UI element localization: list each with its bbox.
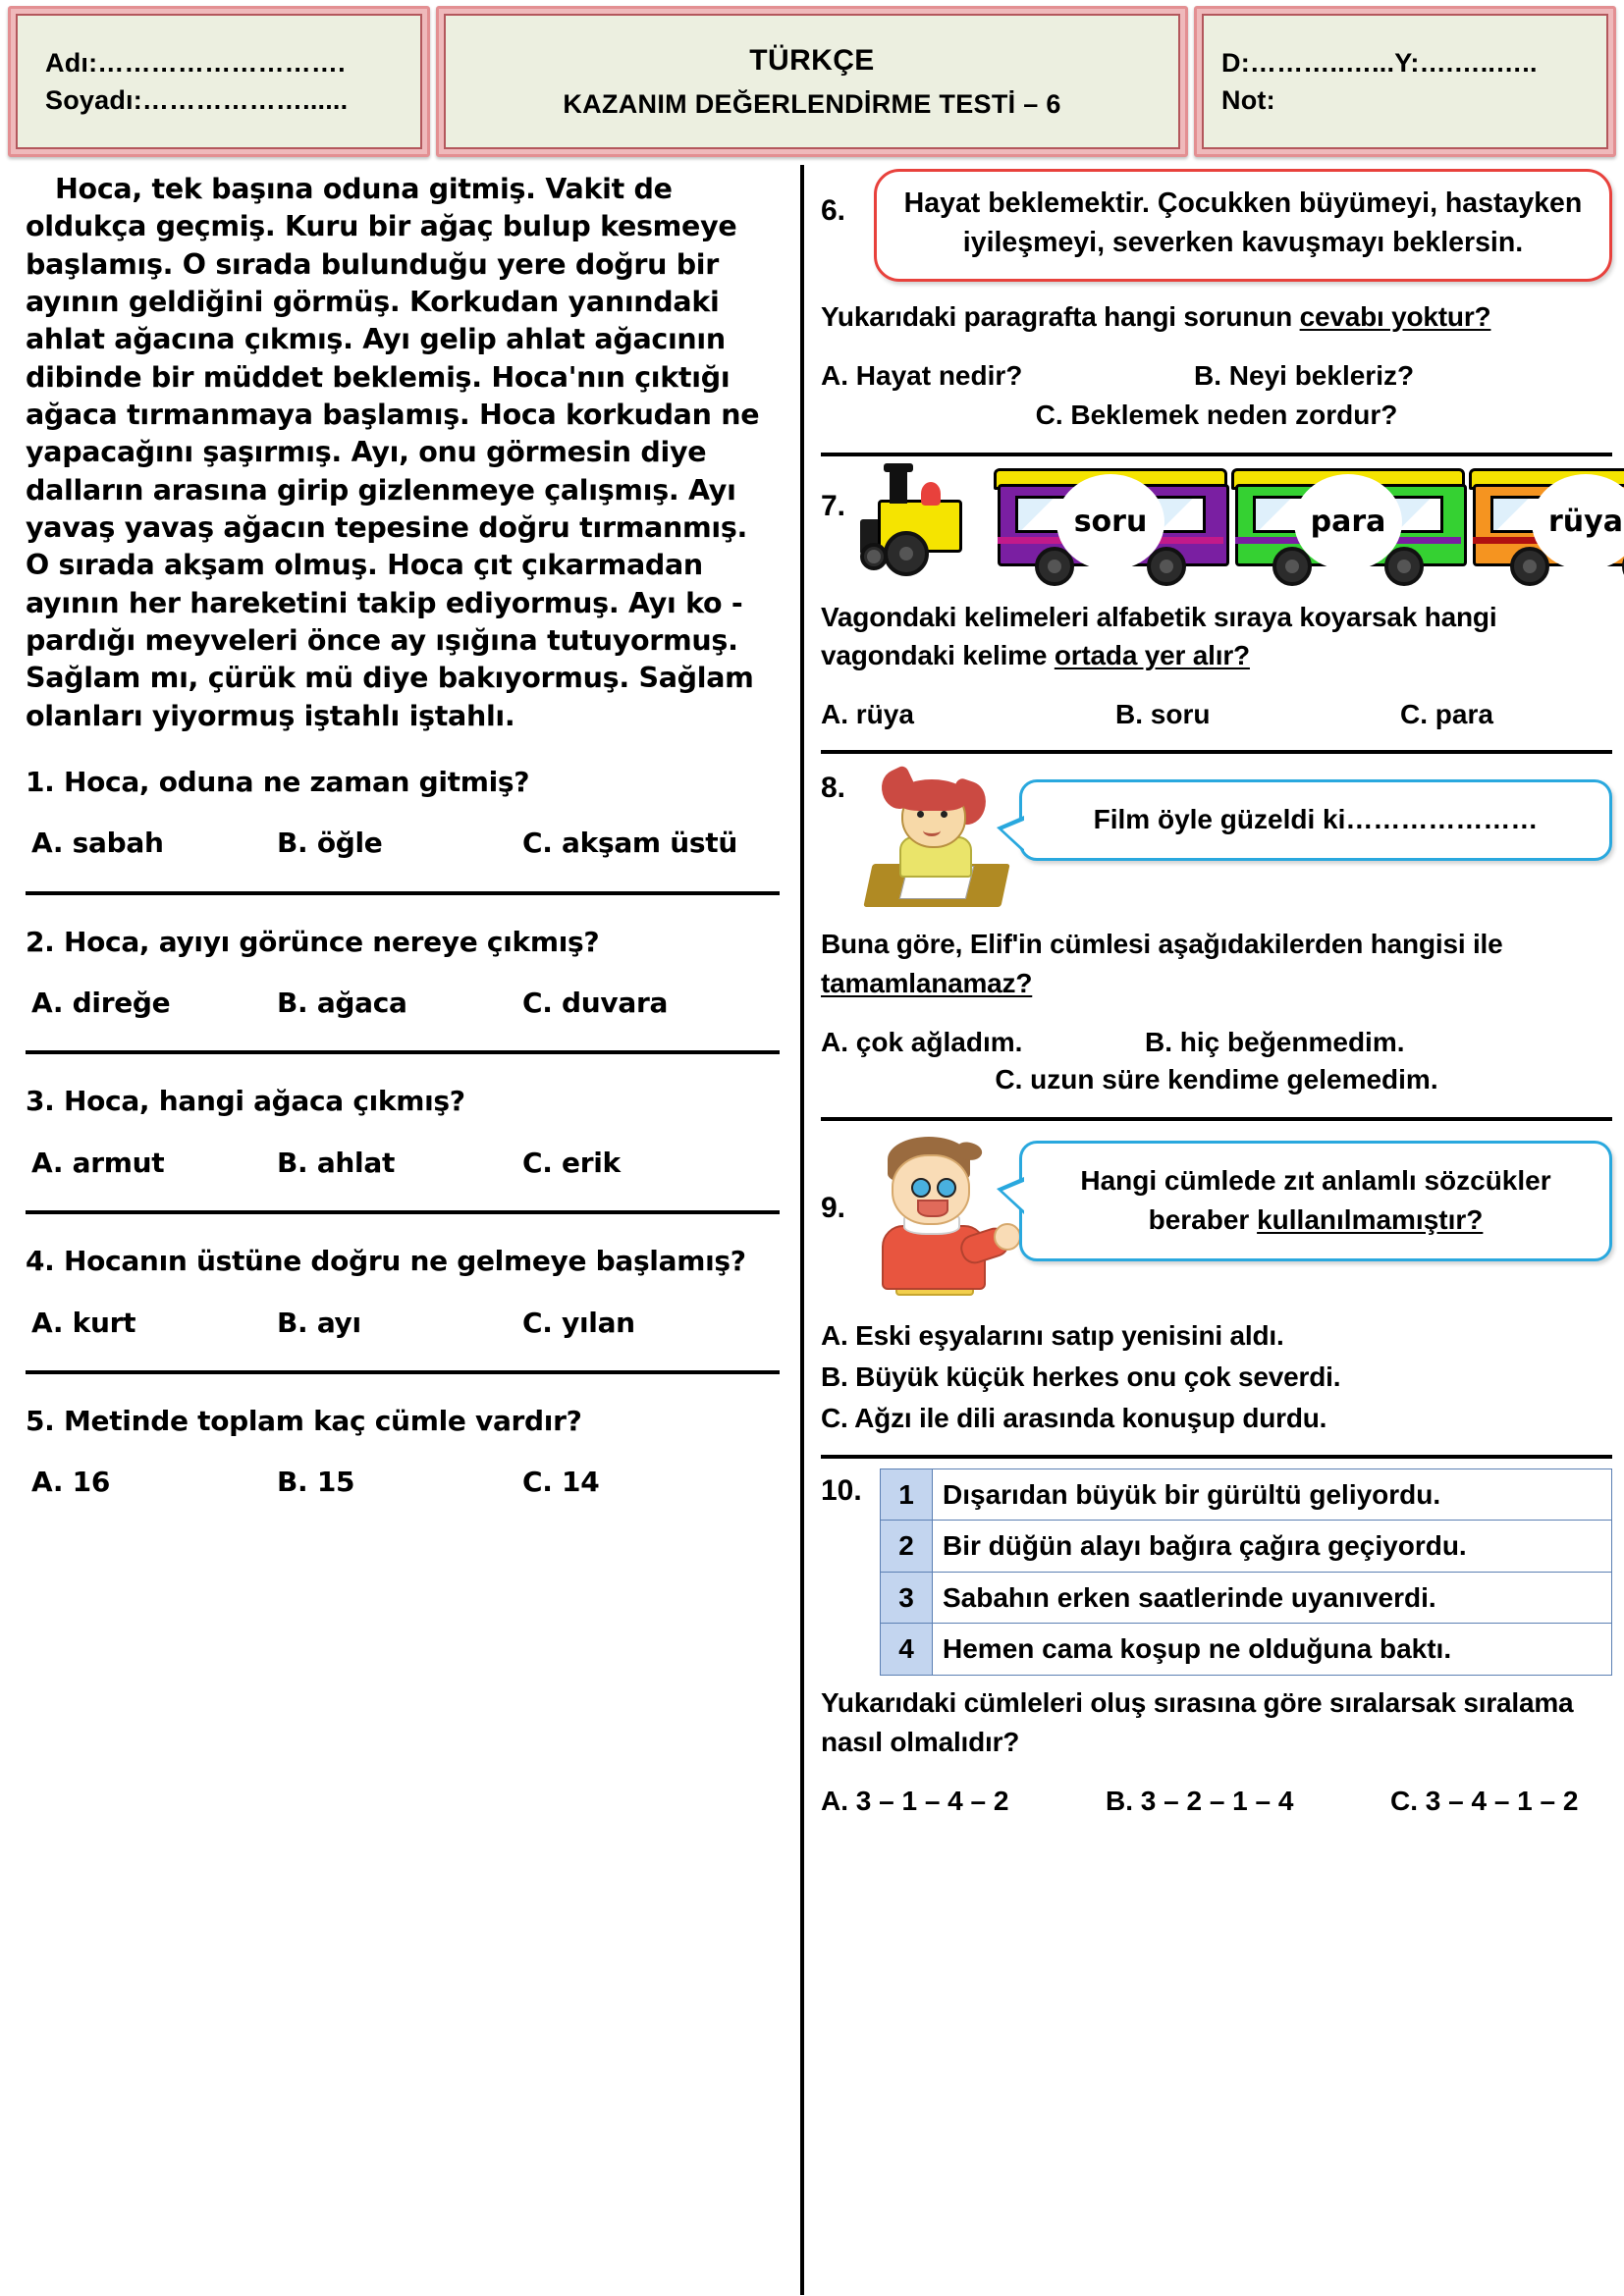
question-block-7 [821,456,1623,731]
question-9-number: 9. [821,1191,846,1224]
question-8-option-b[interactable]: B. hiç beğenmedim. [1145,1026,1405,1057]
reading-passage [26,157,780,735]
question-9-option-c[interactable]: C. Ağzı ile dili arasında konuşup durdu. [821,1402,1327,1433]
question-3-text: 3. Hoca, hangi ağaca çıkmış? [26,1085,465,1118]
question-3-option-c[interactable]: C. erik [522,1146,621,1179]
right-column [807,157,1624,1817]
question-6-option-b[interactable]: B. Neyi bekleriz? [1194,359,1415,391]
wagon-3-word: rüya [1532,474,1624,570]
worksheet-header [0,0,1624,157]
grade-label: Not: [1221,85,1275,115]
question-4-option-c[interactable]: C. yılan [522,1306,635,1339]
question-block-10 [821,1459,1612,1817]
question-2-option-b[interactable]: B. ağaca [277,987,407,1020]
student-name-label: Adı:………………………. [45,47,346,78]
locomotive-icon [860,476,988,582]
question-block-6 [821,157,1612,431]
question-10-option-b[interactable]: B. 3 – 2 – 1 – 4 [1106,1785,1294,1816]
row-3-number: 3 [881,1572,933,1624]
question-4-option-b[interactable]: B. ayı [277,1306,361,1339]
test-title: KAZANIM DEĞERLENDİRME TESTİ – 6 [563,88,1061,119]
question-5-option-b[interactable]: B. 15 [277,1466,355,1499]
question-10-number: 10. [821,1473,862,1507]
question-7-option-a[interactable]: A. rüya [821,699,914,730]
question-10-stem: Yukarıdaki cümleleri oluş sırasına göre sıralarsak sıralama nasıl olmalıdır? [821,1687,1574,1757]
question-8-number: 8. [821,772,846,805]
subject-title: TÜRKÇE [749,43,875,77]
wagon-1 [998,468,1223,584]
wagon-2 [1235,468,1461,584]
question-3-option-b[interactable]: B. ahlat [277,1146,396,1179]
question-7-number: 7. [821,489,846,522]
question-block-9 [821,1121,1612,1439]
question-1-option-b[interactable]: B. öğle [277,827,383,860]
student-surname-label: Soyadı:………………...... [45,85,349,115]
score-box [1194,6,1616,157]
question-2-text: 2. Hoca, ayıyı görünce nereye çıkmış? [26,925,600,958]
question-10-table [880,1468,1612,1676]
question-1-text: 1. Hoca, oduna ne zaman gitmiş? [26,765,530,798]
question-block-8 [821,754,1612,1095]
table-row [881,1521,1612,1573]
row-3-sentence: Sabahın erken saatlerinde uyanıverdi. [933,1572,1612,1624]
question-7-option-b[interactable]: B. soru [1115,699,1211,730]
question-5-option-c[interactable]: C. 14 [522,1466,600,1499]
row-1-number: 1 [881,1468,933,1521]
question-5-text: 5. Metinde toplam kaç cümle vardır? [26,1405,582,1438]
question-7-option-c[interactable]: C. para [1400,699,1493,730]
table-row [881,1624,1612,1676]
question-8-stem: Buna göre, Elif'in cümlesi aşağıdakilerden hangisi ile [821,929,1503,960]
question-block-4 [26,1214,780,1370]
question-10-option-c[interactable]: C. 3 – 4 – 1 – 2 [1390,1785,1579,1816]
question-6-stem-underlined: cevabı yoktur? [1299,300,1491,332]
question-1-option-a[interactable]: A. sabah [31,827,164,860]
boy-pointing-icon [866,1133,1013,1290]
correct-wrong-label: D:………..…...Y:….…..….. [1221,47,1538,78]
worksheet-body [0,157,1624,2296]
question-9-bubble-underlined: kullanılmamıştır? [1257,1204,1484,1236]
row-1-sentence: Dışarıdan büyük bir gürültü geliyordu. [933,1468,1612,1521]
question-2-option-a[interactable]: A. direğe [31,987,171,1020]
table-row [881,1572,1612,1624]
question-8-bubble: Film öyle güzeldi ki………………… [1019,779,1612,861]
question-9-option-b[interactable]: B. Büyük küçük herkes onu çok severdi. [821,1361,1341,1392]
question-8-option-a[interactable]: A. çok ağladım. [821,1026,1023,1057]
question-block-5 [26,1374,780,1530]
question-3-option-a[interactable]: A. armut [31,1146,165,1179]
question-6-stem: Yukarıdaki paragrafta hangi sorunun [821,300,1300,332]
left-column [0,157,797,1530]
row-4-number: 4 [881,1624,933,1676]
question-block-2 [26,895,780,1051]
row-4-sentence: Hemen cama koşup ne olduğuna baktı. [933,1624,1612,1676]
question-6-option-a[interactable]: A. Hayat nedir? [821,359,1023,391]
question-block-3 [26,1054,780,1210]
question-6-callout: Hayat beklemektir. Çocukken büyümeyi, hastayken iyileşmeyi, severken kavuşmayı beklersin. [874,169,1612,282]
question-6-option-c[interactable]: C. Beklemek neden zordur? [1035,399,1398,430]
girl-writing-icon [866,766,1013,913]
question-4-option-a[interactable]: A. kurt [31,1306,136,1339]
question-5-option-a[interactable]: A. 16 [31,1466,111,1499]
question-9-option-a[interactable]: A. Eski eşyalarını satıp yenisini aldı. [821,1319,1284,1351]
row-2-number: 2 [881,1521,933,1573]
passage-text: Hoca, tek başına oduna gitmiş. Vakit de oldukça geçmiş. Kuru bir ağaç bulup kesmeye başlamış. O sırada bulunduğu yere doğru bir ayının geldiğini görmüş. Korkudan yanındaki ahlat ağacına çıkmış. Ayı gelip ahlat ağacının dibinde bir müddet beklemiş. Hoca'nın çıktığı ağaca tırmanmaya başlamış. Hoca korkudan ne yapacağını şaşırmış. Ayı, onu görmesin diye dalların arasına girip gizlenmeye çalışmış. Ayı yavaş yavaş ağacın tepesine doğru tırmanmış. O sırada akşam olmuş. Hoca çıt çıkarmadan ayının her hareketini takip ediyormuş. Ayı ko - pardığı meyveleri önce ay ışığına tutuyormuş. Sağlam mı, çürük mü diye bakıyormuş. Sağlam olanları yiyormuş iştahlı iştahlı. [26,173,760,732]
wagon-3 [1473,468,1624,584]
question-7-stem-underlined: ortada yer alır? [1054,640,1250,671]
row-2-sentence: Bir düğün alayı bağıra çağıra geçiyordu. [933,1521,1612,1573]
student-name-box [8,6,430,157]
question-6-number: 6. [821,194,846,227]
question-4-text: 4. Hocanın üstüne doğru ne gelmeye başlamış? [26,1245,746,1278]
question-8-option-c[interactable]: C. uzun süre kendime gelemedim. [995,1063,1438,1095]
train-illustration [860,462,1623,590]
column-divider [800,165,804,2295]
question-block-1 [26,735,780,891]
worksheet-title-box [436,6,1188,157]
table-row [881,1468,1612,1521]
question-10-option-a[interactable]: A. 3 – 1 – 4 – 2 [821,1785,1009,1816]
question-1-option-c[interactable]: C. akşam üstü [522,827,737,860]
question-9-bubble [1019,1141,1612,1261]
question-2-option-c[interactable]: C. duvara [522,987,669,1020]
wagon-1-word: soru [1056,474,1164,570]
question-8-stem-underlined: tamamlanamaz? [821,967,1033,998]
question-7-stem: Vagondaki kelimeleri alfabetik sıraya koyarsak hangi vagondaki kelime [821,601,1497,671]
question-9-bubble-text: Hangi cümlede zıt anlamlı sözcükler beraber [1080,1164,1551,1236]
wagon-2-word: para [1294,474,1402,570]
